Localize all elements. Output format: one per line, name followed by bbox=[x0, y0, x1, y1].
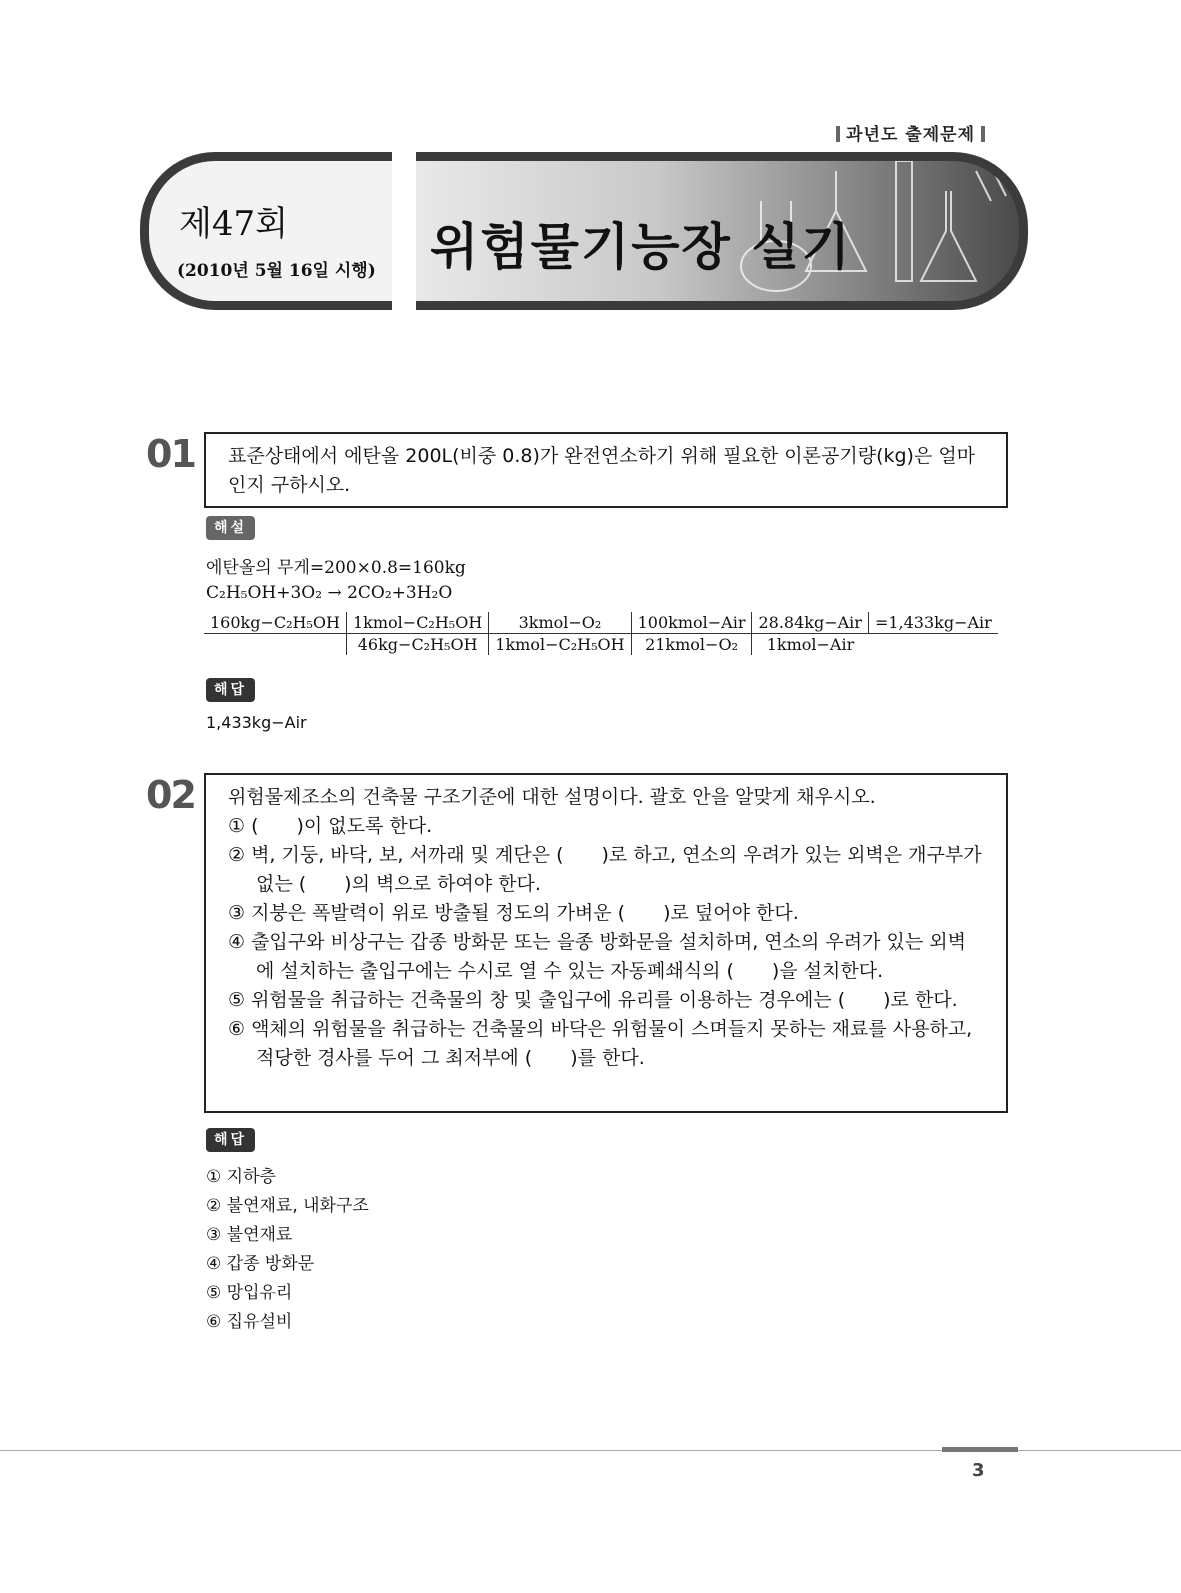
answer-item: ⑤ 망입유리 bbox=[206, 1283, 293, 1303]
question-box bbox=[204, 432, 1008, 508]
table-cell: 1kmol−C₂H₅OH bbox=[346, 612, 488, 634]
answer-tag: 해답 bbox=[206, 1128, 255, 1152]
table-cell: 1kmol−Air bbox=[752, 634, 868, 656]
answer-item: ⑥ 집유설비 bbox=[206, 1312, 293, 1332]
table-cell: 21kmol−O₂ bbox=[631, 634, 752, 656]
answer-tag: 해답 bbox=[206, 678, 255, 702]
answer-item: ③ 불연재료 bbox=[206, 1225, 293, 1245]
question-text: 위험물제조소의 건축물 구조기준에 대한 설명이다. 괄호 안을 알맞게 채우시오. bbox=[228, 786, 876, 808]
list-item: ② 벽, 기둥, 바닥, 보, 서까래 및 계단은 ( )로 하고, 연소의 우려가 있는 외벽은 개구부가 없는 ( )의 벽으로 하여야 한다. bbox=[228, 844, 982, 895]
table-cell: 3kmol−O₂ bbox=[489, 612, 631, 634]
list-item: ③ 지붕은 폭발력이 위로 방출될 정도의 가벼운 ( )로 덮어야 한다. bbox=[228, 902, 799, 924]
explanation-tag: 해설 bbox=[206, 516, 255, 540]
table-row bbox=[204, 634, 998, 656]
table-row bbox=[204, 612, 998, 634]
page-number: 3 bbox=[972, 1460, 985, 1481]
exam-title-panel bbox=[416, 152, 1028, 310]
table-cell bbox=[868, 634, 997, 656]
running-head bbox=[830, 120, 991, 145]
footer-accent bbox=[942, 1447, 1018, 1452]
table-cell bbox=[204, 634, 346, 656]
list-item: ① ( )이 없도록 한다. bbox=[228, 815, 433, 837]
table-cell: 46kg−C₂H₅OH bbox=[346, 634, 488, 656]
equation-line: C₂H₅OH+3O₂ → 2CO₂+3H₂O bbox=[206, 583, 453, 603]
question-box bbox=[204, 773, 1008, 1113]
question-number: 02 bbox=[146, 773, 195, 817]
exam-round: 제47회 bbox=[179, 204, 288, 244]
divider bbox=[981, 126, 985, 142]
exam-title: 위험물기능장 실기 bbox=[430, 218, 852, 276]
answer-item: ② 불연재료, 내화구조 bbox=[206, 1196, 369, 1216]
table-cell: =1,433kg−Air bbox=[868, 612, 997, 634]
answer-text: 1,433kg−Air bbox=[206, 713, 307, 732]
unit-conversion-table bbox=[204, 612, 998, 655]
table-cell: 1kmol−C₂H₅OH bbox=[489, 634, 631, 656]
explanation-line: 에탄올의 무게=200×0.8=160kg bbox=[206, 558, 466, 578]
table-cell: 28.84kg−Air bbox=[752, 612, 868, 634]
question-text: 표준상태에서 에탄올 200L(비중 0.8)가 완전연소하기 위해 필요한 이론공기량(kg)은 얼마인지 구하시오. bbox=[228, 445, 976, 496]
list-item: ⑥ 액체의 위험물을 취급하는 건축물의 바닥은 위험물이 스며들지 못하는 재료를 사용하고, 적당한 경사를 두어 그 최저부에 ( )를 한다. bbox=[228, 1018, 973, 1069]
answer-item: ① 지하층 bbox=[206, 1167, 276, 1187]
question-number: 01 bbox=[146, 432, 195, 476]
divider bbox=[836, 126, 840, 142]
table-cell: 160kg−C₂H₅OH bbox=[204, 612, 346, 634]
running-head-label: 과년도 출제문제 bbox=[846, 125, 975, 145]
exam-round-panel bbox=[140, 152, 392, 310]
list-item: ⑤ 위험물을 취급하는 건축물의 창 및 출입구에 유리를 이용하는 경우에는 ( )로 한다. bbox=[228, 989, 958, 1011]
list-item: ④ 출입구와 비상구는 갑종 방화문 또는 을종 방화문을 설치하며, 연소의 우려가 있는 외벽에 설치하는 출입구에는 수시로 열 수 있는 자동폐쇄식의 ( )을 설치한다. bbox=[228, 931, 966, 982]
answer-item: ④ 갑종 방화문 bbox=[206, 1254, 315, 1274]
table-cell: 100kmol−Air bbox=[631, 612, 752, 634]
exam-date: (2010년 5월 16일 시행) bbox=[177, 261, 376, 281]
